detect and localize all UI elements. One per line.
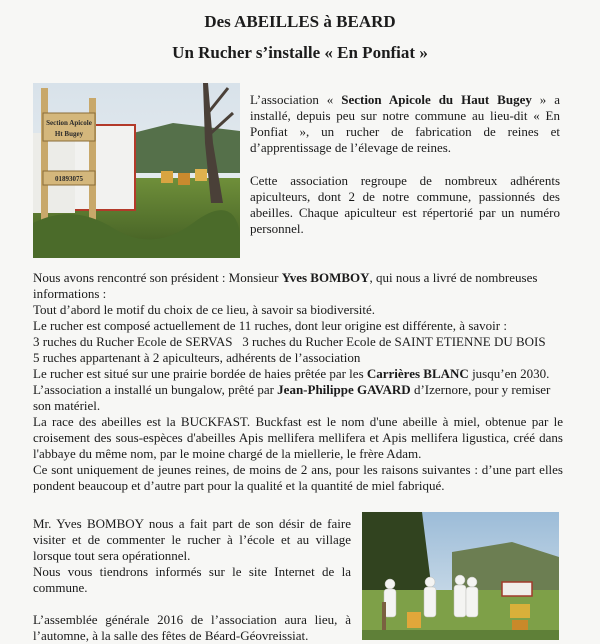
reines-paragraph: Ce sont uniquement de jeunes reines, de moins de 2 ans, pour les raisons suivantes : d’une part elles pondent beaucoup et d’autre part pour la qualité et la quantité de miel fabriqué. [33,462,563,493]
sign-phone: 01893075 [55,175,83,183]
page-subtitle: Un Rucher s’installe « En Ponfiat » [172,43,428,62]
beekeepers-image [362,512,559,640]
prairie-text-1: Le rucher est situé sur une prairie bordée de haies prêtée par les [33,366,367,381]
sign-text-line1: Section Apicole [46,119,92,127]
ruches-line-2: 5 ruches appartenant à 2 apiculteurs, adhérents de l’association [33,350,361,365]
bungalow-text-1: L’association a installé un bungalow, prêté par [33,382,278,397]
sign-text-line2: Ht Bugey [54,130,84,138]
rucher-sign-image [33,83,240,258]
motif-line: Tout d’abord le motif du choix de ce lieu, à savoir sa biodiversité. [33,302,376,317]
ruches-line-1: 3 ruches du Rucher Ecole de SERVAS 3 ruches du Rucher Ecole de SAINT ETIENNE DU BOIS [33,334,546,349]
intro-text-2: » a installé, depuis peu sur notre commune au lieu-dit « En Ponfiat », un rucher de fabrication de reines et d’apprentissage de l’élevage de reines. [250,92,560,155]
bungalow-text-2: d’Izernore, pour y remiser son matériel. [33,382,551,413]
prairie-text-2: jusqu’en 2030. [468,366,550,381]
president-paragraph [33,270,563,302]
beekeepers-photo [362,512,559,640]
visite-paragraph: Mr. Yves BOMBOY nous a fait part de son désir de faire visiter et de commenter le rucher à l’école et au village lorsque tout sera opérationnel. [33,516,351,563]
composition-line: Le rucher est composé actuellement de 11 ruches, dont leur origine est différente, à savoir : [33,318,507,333]
bungalow-paragraph [33,382,563,414]
prairie-line [33,366,563,382]
president-text-1: Nous avons rencontré son président : Monsieur [33,270,282,285]
assemblee-paragraph: L’assemblée générale 2016 de l’association aura lieu, à l’automne, à la salle des fêtes de Béard-Géovreissiat. [33,612,351,643]
org-name: Section Apicole du Haut Bugey [341,92,532,107]
intro-paragraph [250,92,560,156]
president-name: Yves BOMBOY [281,270,370,285]
president-text-2: , qui nous a livré de nombreuses informations : [33,270,538,301]
race-paragraph: La race des abeilles est la BUCKFAST. Buckfast est le nom d'une abeille à miel, obtenue par le croisement des sous-espèces d'abeilles Apis mellifera mellifera et Apis mellifera ligustica, créé dans l'abbaye du même nom, par le moine chargé de la miellerie, le frère Adam. [33,414,563,461]
association-paragraph: Cette association regroupe de nombreux adhérents apiculteurs, dont 2 de notre commune, passionnés des abeilles. Chaque apiculteur est répertorié par un numéro personnel. [250,173,560,236]
gavard-name: Jean-Philippe GAVARD [277,382,411,397]
rucher-sign-photo [33,83,240,258]
carrieres-name: Carrières BLANC [366,366,469,381]
page-title: Des ABEILLES à BEARD [204,12,396,31]
informes-paragraph: Nous vous tiendrons informés sur le site Internet de la commune. [33,564,351,595]
intro-text-1: L’association « [250,92,342,107]
